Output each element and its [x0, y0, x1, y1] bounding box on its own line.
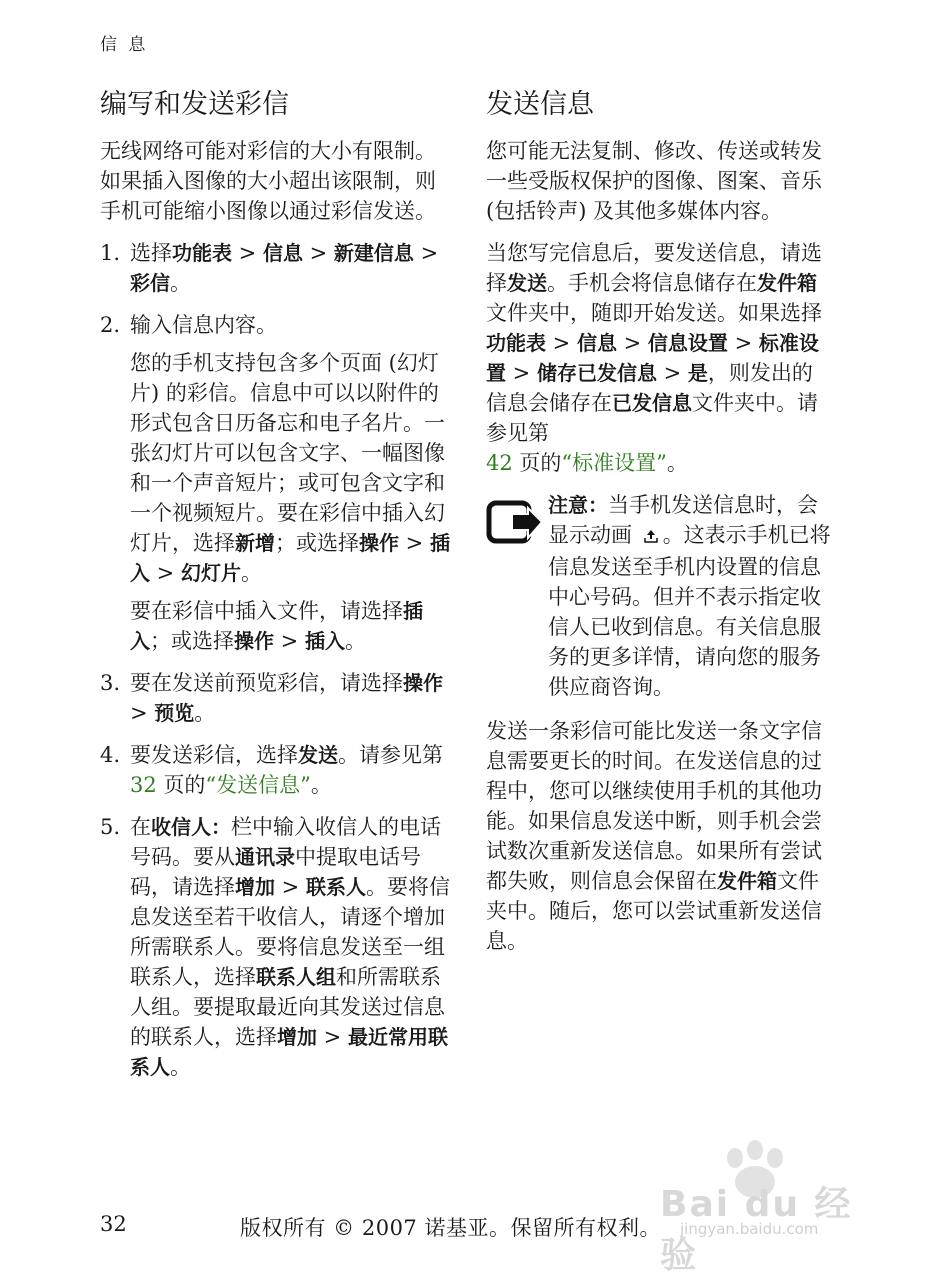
menu-term: 发送	[298, 743, 338, 767]
body-text: 文件夹中。随后，您可以尝试重新发送信息。	[486, 868, 822, 953]
menu-term: 通讯录	[235, 845, 295, 869]
separator: >	[317, 1025, 348, 1049]
detail-text: ；或选择	[150, 629, 234, 653]
send-paragraph	[486, 238, 831, 478]
copyright-notice: 版权所有 © 2007 诺基亚。保留所有权利。	[240, 1216, 661, 1240]
separator: >	[506, 361, 537, 385]
menu-term: 功能表	[172, 241, 232, 265]
list-item	[100, 238, 450, 298]
menu-term: 插入	[130, 531, 450, 585]
separator: >	[616, 331, 648, 355]
steps-list	[100, 238, 450, 1082]
running-header: 信 息	[100, 35, 149, 55]
menu-term: 收信人：	[151, 815, 231, 839]
menu-term: 最近常用联系人	[130, 1025, 448, 1079]
menu-term: 联系人组	[256, 965, 336, 989]
menu-term: 功能表	[486, 331, 546, 355]
page-number: 32	[100, 1212, 127, 1236]
list-item	[100, 310, 450, 656]
step-text: 。	[310, 773, 332, 797]
step-text: 。请参见第	[338, 743, 443, 767]
body-text: 页的	[512, 451, 562, 475]
body-text: 当您写完信息后，要发送信息，请选择	[486, 241, 822, 295]
section-heading-compose-mms: 编写和发送彩信	[100, 89, 289, 120]
note-text	[548, 490, 831, 702]
step-text: 。	[170, 1055, 191, 1079]
menu-term: 发件箱	[717, 868, 777, 893]
note-body: 。这表示手机已将信息发送至手机内设置的信息中心号码。但并不表示指定收信人已收到信息。有关信息服务的更多详情，请向您的服务供应商咨询。	[548, 523, 831, 699]
menu-term: 插入	[130, 599, 423, 653]
menu-term: 操作	[234, 629, 274, 653]
detail-text: 要在彩信中插入文件，请选择	[130, 599, 403, 623]
page-link[interactable]: 42	[486, 451, 513, 475]
step-number: 4.	[100, 743, 121, 767]
menu-term: 发件箱	[757, 271, 817, 295]
menu-term: 信息	[262, 241, 303, 265]
menu-term: 增加	[277, 1025, 317, 1049]
menu-term: 信息	[576, 331, 617, 355]
step-number: 1.	[100, 241, 121, 265]
step-number: 3.	[100, 671, 121, 695]
step-text: 要在发送前预览彩信，请选择	[130, 671, 403, 695]
step-text: 。	[194, 701, 216, 725]
step-text: 。	[170, 271, 191, 295]
step-text: 。要将信息发送至若干收信人，请逐个增加所需联系人。要将信息发送至一组联系人，选择	[130, 875, 450, 989]
copyright-paragraph: 您可能无法复制、修改、传送或转发一些受版权保护的图像、图案、音乐 (包括铃声) 及其他多媒体内容。	[486, 139, 822, 223]
body-text: 发送一条彩信可能比发送一条文字信息需要更长的时间。在发送信息的过程中，您可以继续使用手机的其他功能。如果信息发送中断，则手机会尝试数次重新发送信息。如果所有尝试都失败，则信息会保留在	[486, 718, 822, 893]
separator: >	[399, 531, 430, 555]
page-link[interactable]: 32	[130, 773, 157, 797]
step-number: 5.	[100, 815, 121, 839]
menu-term: 幻灯片	[180, 561, 241, 585]
step-detail-paragraph	[130, 348, 450, 588]
body-text: ，则发出的信息会储存在	[486, 361, 813, 415]
intro-paragraph: 无线网络可能对彩信的大小有限制。如果插入图像的大小超出该限制，则手机可能缩小图像以通过彩信发送。	[100, 139, 436, 223]
menu-term: 增加	[235, 875, 275, 899]
watermark-text: Bai du 经验	[660, 1184, 853, 1276]
body-text: 。手机会将信息储存在	[547, 271, 757, 295]
separator: >	[150, 561, 181, 585]
separator: >	[232, 241, 263, 265]
separator: >	[274, 629, 305, 653]
section-link[interactable]: “发送信息”	[205, 773, 311, 797]
menu-term: 发送	[507, 271, 547, 295]
retry-paragraph	[486, 716, 831, 956]
separator: >	[656, 361, 688, 385]
watermark-url: jingyan.baidu.com	[680, 1220, 819, 1238]
left-column	[100, 86, 450, 1094]
separator: >	[727, 331, 759, 355]
step-text: 选择	[130, 241, 172, 265]
step-text: 中提取电话号码，请选择	[130, 845, 421, 899]
list-item	[100, 812, 450, 1082]
section-heading-send-message: 发送信息	[486, 89, 594, 120]
menu-term: 已发信息	[612, 391, 692, 415]
menu-term: 标准设置	[486, 331, 819, 385]
note-body: 当手机发送信息时，会显示动画	[548, 493, 818, 547]
note-label: 注意：	[548, 493, 608, 517]
menu-term: 信息设置	[647, 331, 728, 355]
separator: >	[302, 241, 334, 265]
step-text: 页的	[156, 773, 206, 797]
menu-term: 彩信	[130, 271, 170, 295]
step-detail-paragraph	[130, 596, 450, 656]
step-text: 要发送彩信，选择	[130, 743, 298, 767]
menu-term: 插入	[304, 629, 345, 653]
separator: >	[275, 875, 306, 899]
step-text: 和所需联系人组。要提取最近向其发送过信息的联系人，选择	[130, 965, 445, 1049]
note-icon	[486, 490, 548, 702]
right-column	[486, 86, 831, 968]
menu-term: 操作	[359, 531, 399, 555]
step-number: 2.	[100, 313, 121, 337]
detail-text: 。	[344, 629, 366, 653]
menu-term: 储存已发信息	[536, 361, 657, 385]
menu-term: 预览	[154, 701, 195, 725]
separator: >	[130, 701, 155, 725]
section-link[interactable]: “标准设置”	[561, 451, 667, 475]
note-box	[486, 490, 831, 702]
step-text: 栏中输入收信人的电话号码。要从	[130, 815, 441, 869]
list-item	[100, 668, 450, 728]
detail-text: 您的手机支持包含多个页面 (幻灯片) 的彩信。信息中可以以附件的形式包含日历备忘和电子名片。一张幻灯片可以包含文字、一幅图像和一个声音短片；或可包含文字和一个视频短片。要在彩信中插入幻灯片，选择	[130, 351, 445, 555]
separator: >	[546, 331, 577, 355]
separator: >	[413, 241, 439, 265]
detail-text: ；或选择	[275, 531, 359, 555]
detail-text: 。	[240, 561, 262, 585]
menu-term: 操作	[403, 671, 443, 695]
body-text: 。	[666, 451, 688, 475]
menu-term: 新增	[235, 531, 275, 555]
menu-term: 联系人	[305, 875, 366, 899]
upload-animation-icon	[643, 522, 659, 552]
body-text: 文件夹中。请参见第	[486, 391, 818, 445]
page-footer	[100, 1212, 830, 1244]
menu-term: 新建信息	[333, 241, 414, 265]
step-text: 在	[130, 815, 151, 839]
step-text: 输入信息内容。	[130, 313, 277, 337]
body-text: 文件夹中，随即开始发送。如果选择	[486, 301, 822, 325]
list-item	[100, 740, 450, 800]
menu-term: 是	[687, 361, 708, 385]
